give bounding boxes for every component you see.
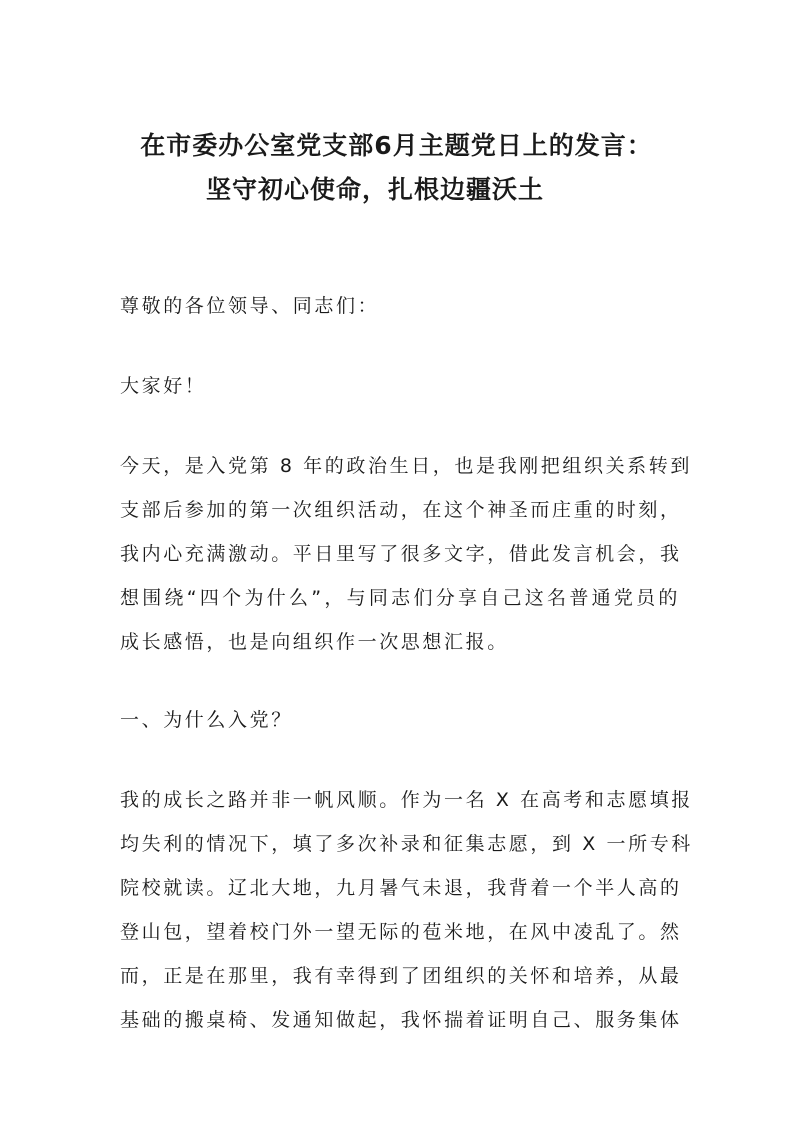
salutation-text: 尊敬的各位领导、同志们： [120,295,380,317]
paragraph-line: 而，正是在那里，我有幸得到了团组织的关怀和培养，从最 [120,965,682,987]
section-1-paragraph [120,778,693,1042]
paragraph-line: 院校就读。辽北大地，九月暑气未退，我背着一个半人高的 [120,877,682,899]
section-heading-1 [120,698,680,742]
greeting [120,364,680,408]
paragraph-line: 支部后参加的第一次组织活动，在这个神圣而庄重的时刻， [120,499,682,521]
paragraph-line: 想围绕“四个为什么”，与同志们分享自己这名普通党员的 [120,587,680,609]
paragraph-line: 我内心充满激动。平日里写了很多文字，借此发言机会，我 [120,543,682,565]
section-heading-text: 一、为什么入党？ [120,709,293,731]
intro-paragraph [120,444,692,664]
paragraph-line: 基础的搬桌椅、发通知做起，我怀揣着证明自己、服务集体 [120,1009,682,1031]
greeting-text: 大家好！ [120,375,207,397]
salutation [120,284,680,328]
paragraph-line: 均失利的情况下，填了多次补录和征集志愿，到 X 一所专科 [120,833,693,855]
document-title-line-2: 坚守初心使命，扎根边疆沃土 [206,175,545,204]
paragraph-line: 今天，是入党第 8 年的政治生日，也是我刚把组织关系转到 [120,455,692,477]
paragraph-line: 我的成长之路并非一帆风顺。作为一名 X 在高考和志愿填报 [120,789,693,811]
paragraph-line: 成长感悟，也是向组织作一次思想汇报。 [120,631,509,653]
document-title-line-1: 在市委办公室党支部6月主题党日上的发言： [140,131,653,160]
paragraph-line: 登山包，望着校门外一望无际的苞米地，在风中凌乱了。然 [120,921,682,943]
